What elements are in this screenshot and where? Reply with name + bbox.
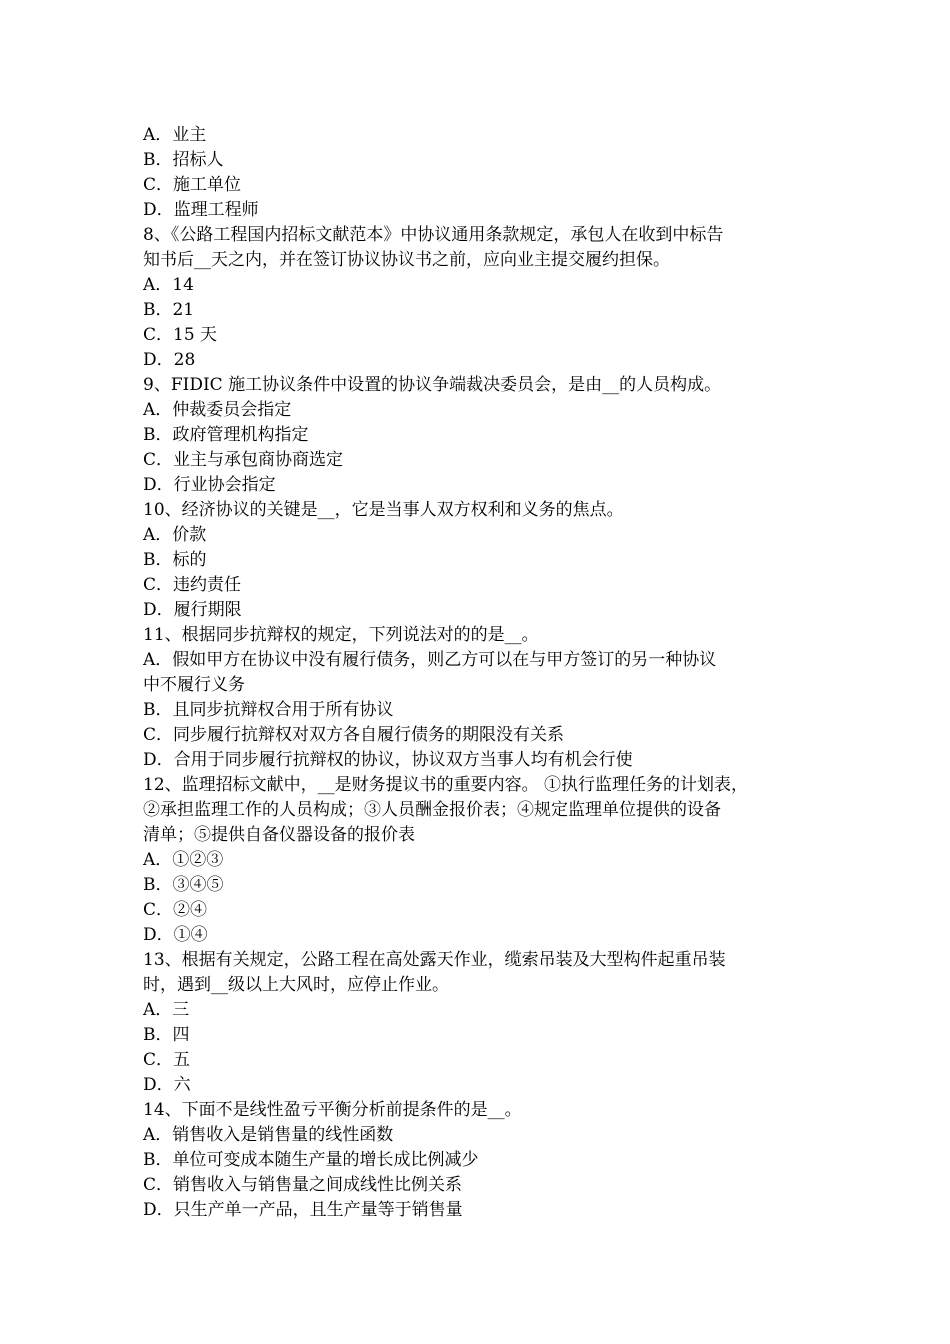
question-stem: 9、FIDIC 施工协议条件中设置的协议争端裁决委员会，是由__的人员构成。 <box>143 375 722 395</box>
option-line: C．五 <box>143 1050 191 1070</box>
option-line: C．施工单位 <box>143 175 242 195</box>
question-stem: 10、经济协议的关键是__，它是当事人双方权利和义务的焦点。 <box>143 500 624 520</box>
option-line: D．行业协会指定 <box>143 475 276 495</box>
question-stem: 8、《公路工程国内招标文献范本》中协议通用条款规定，承包人在收到中标告 <box>143 225 724 245</box>
question-11 <box>143 623 815 773</box>
question-9 <box>143 373 815 498</box>
question-stem: 清单；⑤提供自备仪器设备的报价表 <box>143 825 415 845</box>
option-line: B．政府管理机构指定 <box>143 425 309 445</box>
option-line: A．①②③ <box>143 850 224 870</box>
option-line: D．①④ <box>143 925 208 945</box>
option-line: D．履行期限 <box>143 600 242 620</box>
question-13 <box>143 948 815 1098</box>
question-stem: 12、监理招标文献中，__是财务提议书的重要内容。 ①执行监理任务的计划表， <box>143 775 749 795</box>
document-page <box>143 123 815 1223</box>
question-7-options <box>143 123 815 223</box>
option-line: D．28 <box>143 350 196 370</box>
option-line: B．21 <box>143 300 195 320</box>
option-line: D．只生产单一产品，且生产量等于销售量 <box>143 1200 463 1220</box>
option-line: C．同步履行抗辩权对双方各自履行债务的期限没有关系 <box>143 725 565 745</box>
option-line: C．销售收入与销售量之间成线性比例关系 <box>143 1175 463 1195</box>
option-line: B．且同步抗辩权合用于所有协议 <box>143 700 394 720</box>
option-line: B．四 <box>143 1025 190 1045</box>
option-line: 中不履行义务 <box>143 675 245 695</box>
question-stem: ②承担监理工作的人员构成；③人员酬金报价表；④规定监理单位提供的设备 <box>143 800 721 820</box>
option-line: C．15 天 <box>143 325 218 345</box>
option-line: B．标的 <box>143 550 207 570</box>
question-stem: 知书后__天之内，并在签订协议协议书之前，应向业主提交履约担保。 <box>143 250 670 270</box>
option-line: C．业主与承包商协商选定 <box>143 450 344 470</box>
option-line: A．假如甲方在协议中没有履行债务，则乙方可以在与甲方签订的另一种协议 <box>143 650 717 670</box>
option-line: A．14 <box>143 275 194 295</box>
option-line: D．合用于同步履行抗辩权的协议，协议双方当事人均有机会行使 <box>143 750 633 770</box>
option-line: B．③④⑤ <box>143 875 224 895</box>
question-12 <box>143 773 815 948</box>
question-14 <box>143 1098 815 1223</box>
option-line: A．业主 <box>143 125 207 145</box>
question-stem: 11、根据同步抗辩权的规定，下列说法对的的是__。 <box>143 625 539 645</box>
question-stem: 时，遇到__级以上大风时，应停止作业。 <box>143 975 449 995</box>
option-line: C．②④ <box>143 900 208 920</box>
option-line: C．违约责任 <box>143 575 242 595</box>
option-line: D．六 <box>143 1075 191 1095</box>
question-stem: 14、下面不是线性盈亏平衡分析前提条件的是__。 <box>143 1100 522 1120</box>
question-10 <box>143 498 815 623</box>
question-8 <box>143 223 815 373</box>
option-line: A．三 <box>143 1000 190 1020</box>
option-line: A．价款 <box>143 525 207 545</box>
question-stem: 13、根据有关规定，公路工程在高处露天作业，缆索吊装及大型构件起重吊装 <box>143 950 726 970</box>
option-line: B．招标人 <box>143 150 224 170</box>
option-line: D．监理工程师 <box>143 200 259 220</box>
option-line: B．单位可变成本随生产量的增长成比例减少 <box>143 1150 479 1170</box>
option-line: A．仲裁委员会指定 <box>143 400 292 420</box>
option-line: A．销售收入是销售量的线性函数 <box>143 1125 394 1145</box>
